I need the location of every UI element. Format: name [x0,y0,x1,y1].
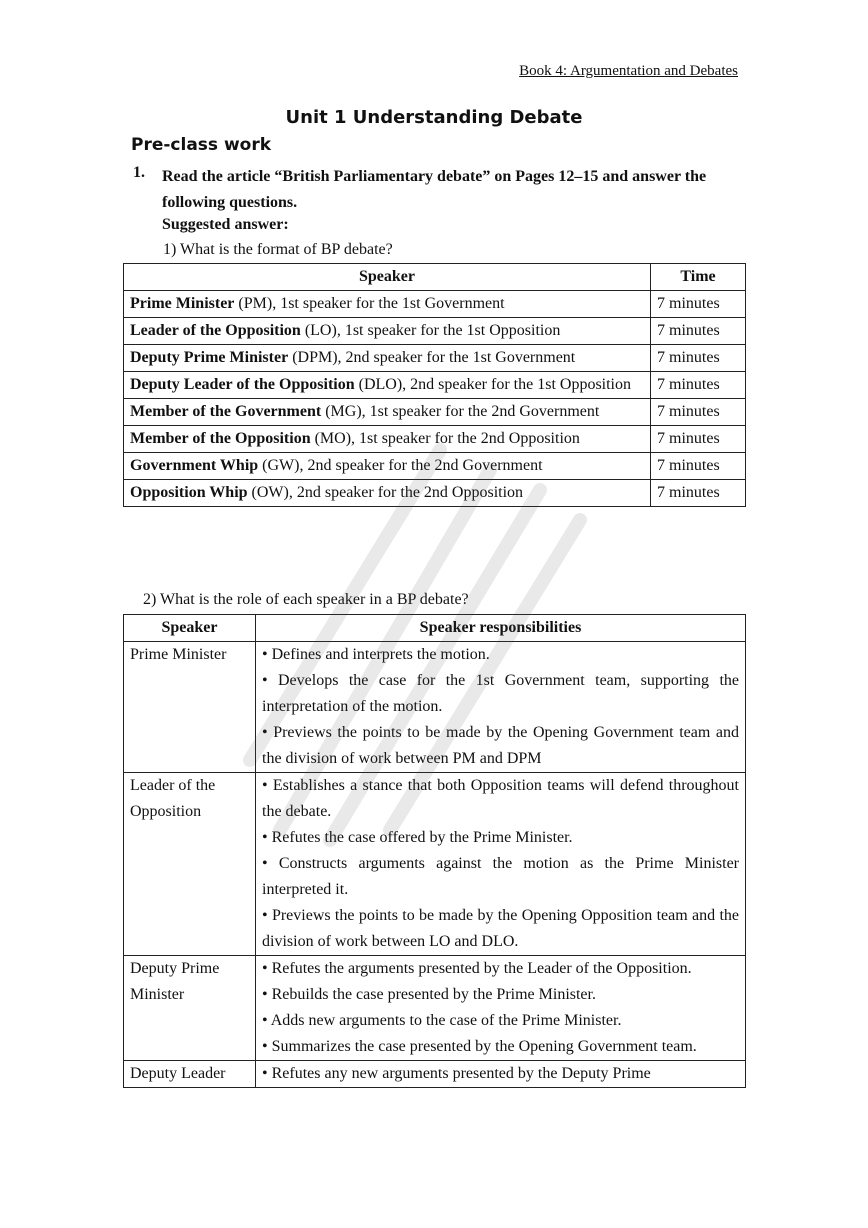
book-title: Book 4: Argumentation and Debates [519,63,738,79]
speaker-role: Opposition Whip [130,484,248,501]
speaker-desc: (DLO), 2nd speaker for the 1st Opposition [354,376,631,393]
section-title: Pre-class work [131,135,272,155]
time-cell: 7 minutes [651,426,746,453]
header-time: Time [651,264,746,291]
table-row [124,956,746,1061]
responsibility-item: • Constructs arguments against the motion as the Prime Minister interpreted it. [262,855,739,898]
suggested-answer-label: Suggested answer: [162,216,289,233]
speaker-desc: (PM), 1st speaker for the 1st Government [234,295,505,312]
speaker-name-cell: Prime Minister [124,642,256,773]
speaker-desc: (DPM), 2nd speaker for the 1st Government [288,349,576,366]
table-row [124,453,746,480]
unit-title: Unit 1 Understanding Debate [285,107,583,128]
responsibility-item: • Previews the points to be made by the Opening Government team and the division of work between PM and DPM [262,724,739,767]
header-speaker: Speaker [124,615,256,642]
responsibility-item: • Develops the case for the 1st Government team, supporting the interpretation of the motion. [262,672,739,715]
table-row [124,291,746,318]
responsibility-item: • Summarizes the case presented by the Opening Government team. [262,1038,697,1055]
time-cell: 7 minutes [651,345,746,372]
table-header-row [124,264,746,291]
speaker-desc: (OW), 2nd speaker for the 2nd Opposition [247,484,524,501]
question-number: 1. [133,164,145,181]
table-row [124,345,746,372]
speaker-name-cell: Deputy Prime Minister [124,956,256,1061]
speaker-role: Leader of the Opposition [130,322,301,339]
responsibilities-cell [256,956,746,1061]
table-row [124,773,746,956]
speaker-role: Prime Minister [130,295,235,312]
debate-format-table [123,263,746,507]
speaker-desc: (MO), 1st speaker for the 2nd Opposition [310,430,580,447]
responsibilities-cell [256,1061,746,1088]
table-header-row [124,615,746,642]
responsibility-item: • Adds new arguments to the case of the Prime Minister. [262,1012,622,1029]
time-cell: 7 minutes [651,372,746,399]
speaker-cell [124,480,651,507]
responsibility-item: • Rebuilds the case presented by the Prime Minister. [262,986,596,1003]
speaker-desc: (MG), 1st speaker for the 2nd Government [321,403,600,420]
speaker-role: Member of the Opposition [130,430,311,447]
header-speaker: Speaker [124,264,651,291]
speaker-name-cell: Leader of the Opposition [124,773,256,956]
table-row [124,426,746,453]
time-cell: 7 minutes [651,291,746,318]
speaker-cell [124,318,651,345]
responsibilities-cell [256,642,746,773]
question-text: Read the article “British Parliamentary debate” on Pages 12–15 and answer the following questions. [162,168,707,211]
sub-question-roles: 2) What is the role of each speaker in a BP debate? [143,591,469,608]
time-cell: 7 minutes [651,318,746,345]
speaker-roles-table [123,614,746,1088]
header-responsibilities: Speaker responsibilities [256,615,746,642]
time-cell: 7 minutes [651,399,746,426]
speaker-cell [124,291,651,318]
time-cell: 7 minutes [651,480,746,507]
speaker-cell [124,453,651,480]
table-row [124,372,746,399]
speaker-desc: (GW), 2nd speaker for the 2nd Government [258,457,543,474]
speaker-name-cell: Deputy Leader [124,1061,256,1088]
table-row [124,318,746,345]
speaker-cell [124,345,651,372]
speaker-role: Deputy Leader of the Opposition [130,376,355,393]
speaker-cell [124,399,651,426]
speaker-role: Deputy Prime Minister [130,349,289,366]
table-row [124,399,746,426]
speaker-role: Member of the Government [130,403,322,420]
responsibility-item: • Defines and interprets the motion. [262,646,490,663]
responsibility-item: • Refutes the arguments presented by the Leader of the Opposition. [262,960,692,977]
sub-question-format: 1) What is the format of BP debate? [163,241,393,258]
table-row [124,480,746,507]
responsibility-item: • Previews the points to be made by the Opening Opposition team and the division of work between LO and DLO. [262,907,739,950]
responsibilities-cell [256,773,746,956]
speaker-cell [124,426,651,453]
responsibility-item: • Refutes any new arguments presented by the Deputy Prime [262,1065,651,1082]
speaker-desc: (LO), 1st speaker for the 1st Opposition [300,322,561,339]
time-cell: 7 minutes [651,453,746,480]
table-row [124,642,746,773]
responsibility-item: • Establishes a stance that both Opposition teams will defend throughout the debate. [262,777,739,820]
responsibility-item: • Refutes the case offered by the Prime Minister. [262,829,573,846]
table-row [124,1061,746,1088]
speaker-role: Government Whip [130,457,259,474]
speaker-cell [124,372,651,399]
